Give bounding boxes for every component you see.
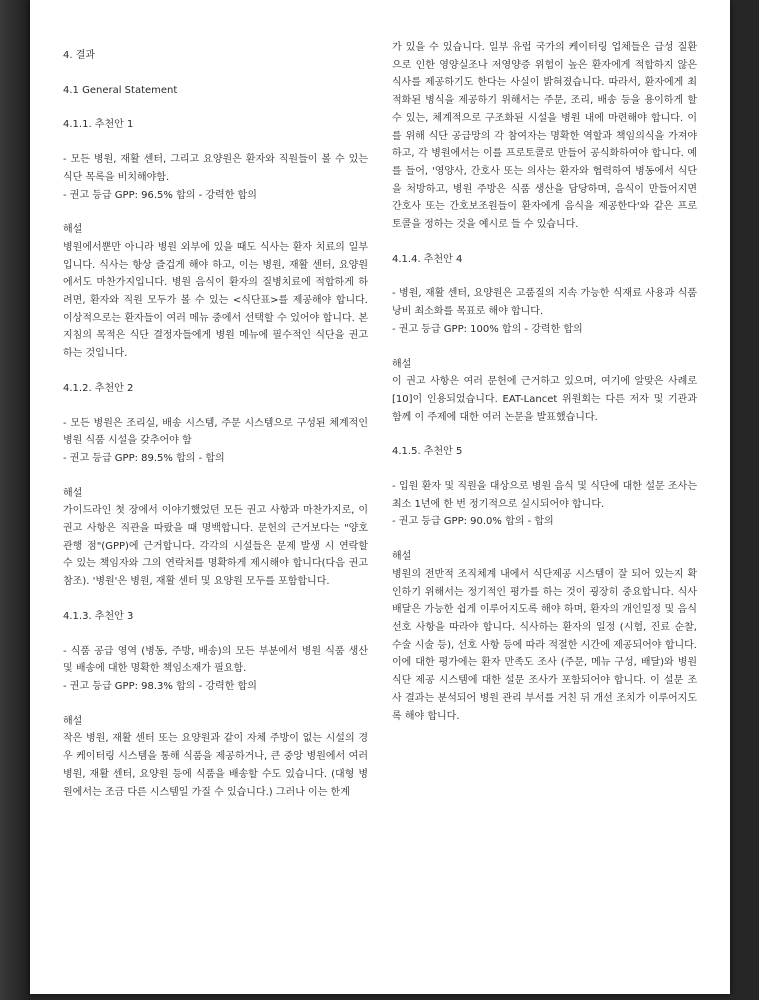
rec2-explain-label: 해설 (63, 487, 83, 499)
rec1-text: - 모든 병원, 재활 센터, 그리고 요양원은 환자와 직원들이 볼 수 있는 식단 목록을 비치해야함. (63, 154, 368, 183)
rec1-grade: - 권고 등급 GPP: 96.5% 합의 - 강력한 합의 (63, 189, 257, 201)
right-column (392, 39, 697, 725)
rec4-text: - 병원, 재활 센터, 요양원은 고품질의 지속 가능한 식재료 사용과 식품 낭비 최소화를 목표로 해야 합니다. (392, 288, 697, 318)
rec2-text: - 모든 병원은 조리실, 배송 시스템, 주문 시스템으로 구성된 체계적인 병원 식품 시설을 갖추어야 함 (63, 417, 368, 447)
rec5-grade: - 권고 등급 GPP: 90.0% 합의 - 합의 (392, 516, 554, 528)
rec5-text: - 입원 환자 및 직원을 대상으로 병원 음식 및 식단에 대한 설문 조사는 최소 1년에 한 번 정기적으로 실시되어야 합니다. (392, 481, 697, 510)
rec1-title: 4.1.1. 추천안 1 (63, 119, 134, 131)
rec5-explain-label: 해설 (392, 551, 412, 563)
left-column (63, 47, 368, 801)
rec2-explain: 가이드라인 첫 장에서 이야기했었던 모든 권고 사항과 마찬가지로, 이 권고 사항은 직관을 따랐을 때 명백합니다. 문헌의 근거보다는 "양호 관행 점"(GPP)에 근거합니다. 각각의 시설들은 문제 발생 시 연락할 수 있는 책임자와 그의 연락처를 명확하게 제시해야 합니다(다음 권고 참조). '병원'은 병원, 재활 센터 및 요양원 모두를 포함합니다. (63, 505, 368, 588)
rec3-explain-label: 해설 (63, 715, 83, 727)
document-page[interactable] (30, 0, 730, 994)
rec2-grade: - 권고 등급 GPP: 89.5% 합의 - 합의 (63, 452, 225, 464)
rec4-explain: 이 권고 사항은 여러 문헌에 근거하고 있으며, 여기에 알맞은 사례로 [10]이 인용되었습니다. EAT-Lancet 위원회는 다른 저자 및 기관과 함께 이 주제에 대한 여러 논문을 발표했습니다. (392, 376, 697, 423)
rec4-explain-label: 해설 (392, 358, 412, 370)
section-title: 4. 결과 (63, 50, 96, 61)
rec4-title: 4.1.4. 추천안 4 (392, 253, 463, 265)
rec1-explain: 병원에서뿐만 아니라 병원 외부에 있을 때도 식사는 환자 치료의 일부입니다. 식사는 항상 즐겁게 해야 하고, 이는 병원, 재활 센터, 요양원에서도 마찬가지입니다. 병원 음식이 환자의 질병치료에 적합하게 하려면, 환자와 직원 모두가 볼 수 있는 <식단표>를 제공해야 합니다. 이상적으로는 환자들이 여러 메뉴 중에서 선택할 수 있어야 합니다. 본 지침의 목적은 식단 결정자들에게 병원 메뉴에 필수적인 식단을 권고하는 것입니다. (63, 241, 368, 360)
rec3-explain: 작은 병원, 재활 센터 또는 요양원과 같이 자체 주방이 없는 시설의 경우 케이터링 시스템을 통해 식품을 제공하거나, 큰 중앙 병원에서 여러 병원, 재활 센터, 요양원 등에 식품을 배송할 수도 있습니다. (대형 병원에서는 조금 다른 시스템일 가질 수 있습니다.) 그러나 이는 한계 (63, 733, 368, 798)
rec5-title: 4.1.5. 추천안 5 (392, 446, 463, 458)
rec4-grade: - 권고 등급 GPP: 100% 합의 - 강력한 합의 (392, 323, 583, 335)
rec3-grade: - 권고 등급 GPP: 98.3% 합의 - 강력한 합의 (63, 680, 257, 692)
rec3-title: 4.1.3. 추천안 3 (63, 610, 134, 622)
subsection-title: 4.1 General Statement (63, 84, 178, 96)
rec3-text: - 식품 공급 영역 (병동, 주방, 배송)의 모든 부분에서 병원 식품 생산 및 배송에 대한 명확한 책임소재가 필요함. (63, 645, 368, 675)
continuation-text: 가 있을 수 있습니다. 일부 유럽 국가의 케이터링 업체들은 급성 질환으로 인한 영양실조나 저영양증 위험이 높은 환자에게 적합하지 않은 식사를 제공하기도 한다는 사실이 밝혀졌습니다. 따라서, 환자에게 최적화된 병식을 제공하기 위해서는 주문, 조리, 배송 등을 용이하게 할 수 있는, 체계적으로 구조화된 시설을 병원 내에 마련해야 합니다. 이를 위해 식단 공급망의 각 참여자는 명확한 역할과 책임의식을 가져야 하고, 각 병원에서는 이를 프로토콜로 만들어 공식화하여야 합니다. 예를 들어, '영양사, 간호사 또는 의사는 환자와 협력하여 병동에서 식단을 처방하고, 병원 주방은 식품 생산을 담당하며, 음식이 만들어지면 간호사 또는 간호보조원들이 환자에게 음식을 제공한다'와 같은 프로토콜을 정하는 것을 예시로 들 수 있습니다. (392, 42, 697, 231)
rec5-explain: 병원의 전반적 조직체계 내에서 식단제공 시스템이 잘 되어 있는지 확인하기 위해서는 정기적인 평가를 하는 것이 굉장히 중요합니다. 식사 배달은 가능한 쉽게 이루어지도록 해야 하며, 환자의 개인일정 및 음식 선호 사항을 따라야 합니다. 식사하는 환자의 일정 (시험, 진료 순찰, 수술 시술 등), 선호 사항 등에 따라 적절한 시간에 제공되어야 합니다. 이에 대한 평가에는 환자 만족도 조사 (주문, 메뉴 구성, 배달)와 병원 식단 제공 시스템에 대한 설문 조사가 포함되어야 합니다. 이 설문 조사 결과는 분석되어 병원 관리 부서를 거친 뒤 개선 조치가 이루어지도록 해야 합니다. (392, 568, 697, 722)
window-edge (0, 0, 30, 1000)
rec2-title: 4.1.2. 추천안 2 (63, 382, 134, 394)
rec1-explain-label: 해설 (63, 224, 83, 236)
